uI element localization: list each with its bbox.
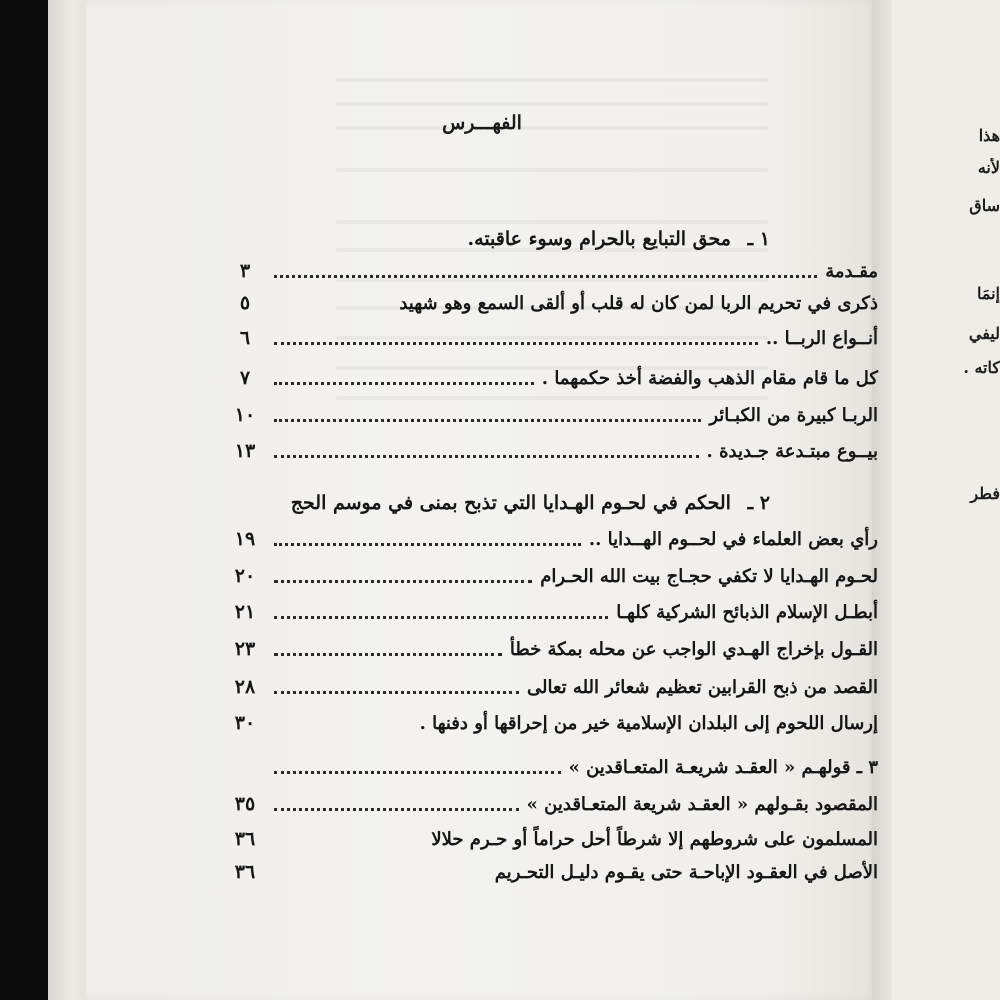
section-number: ١ ـ [747, 228, 770, 250]
entry-title: أنــواع الربــا .. [765, 327, 878, 349]
section-number: ٣ ـ [856, 756, 878, 778]
toc-entry[interactable] [228, 708, 878, 738]
entry-title: القصد من ذبح القرابين تعظيم شعائر الله تعالى [527, 676, 878, 698]
dot-leader [274, 726, 412, 730]
facing-page-text: إنمَا [976, 284, 1000, 303]
dot-leader [274, 454, 699, 458]
facing-page-text: هذا [978, 126, 1000, 145]
dot-leader [274, 306, 391, 310]
facing-page-text: ساق [969, 196, 1000, 215]
show-through-line [336, 220, 768, 224]
entry-title: المقصود بقـولهم « العقـد شريعة المتعـاقدين » [526, 793, 878, 815]
page-number: ٣٠ [234, 712, 256, 734]
dot-leader [274, 770, 561, 774]
dot-leader [274, 381, 534, 385]
page-number: ٣٥ [234, 793, 256, 815]
dot-leader [274, 875, 487, 879]
page-number: ٣٦ [234, 861, 256, 883]
toc-entry[interactable] [228, 634, 878, 664]
facing-page-text: فطر [970, 484, 1000, 503]
page-number: ٢٠ [234, 565, 256, 587]
dot-leader [274, 341, 758, 345]
section-heading [228, 752, 878, 782]
toc-entry[interactable] [228, 400, 878, 430]
show-through-line [336, 168, 768, 172]
page-number: ١٠ [234, 404, 256, 426]
entry-title: الربـا كبيرة من الكبـائر [709, 404, 878, 426]
entry-title: مقـدمة [825, 260, 878, 282]
show-through-line [336, 102, 768, 106]
previous-page-edge [48, 0, 88, 1000]
toc-entry[interactable] [228, 789, 878, 819]
dot-leader [274, 690, 519, 694]
toc-entry[interactable] [228, 524, 878, 554]
facing-page-text: ليفي [968, 324, 1000, 343]
dot-leader [274, 842, 423, 846]
page-number: ٢١ [234, 601, 256, 623]
dot-leader [274, 542, 581, 546]
page-number: ٧ [239, 367, 251, 389]
page-number: ٦ [239, 327, 251, 349]
toc-title: الفهـــرس [442, 112, 522, 134]
toc-entry[interactable] [228, 256, 878, 286]
entry-title: رأي بعض العلماء في لحــوم الهــدايا .. [588, 528, 878, 550]
section-title: قولهـم « العقـد شريعـة المتعـاقدين » [568, 756, 851, 778]
toc-entry[interactable] [228, 288, 878, 318]
page-number: ٢٨ [234, 676, 256, 698]
toc-entry[interactable] [228, 597, 878, 627]
dot-leader [274, 615, 608, 619]
page-number: ١٩ [234, 528, 256, 550]
entry-title: كل ما قام مقام الذهب والفضة أخذ حكمهما . [541, 367, 878, 389]
page-number: ٥ [239, 292, 251, 314]
facing-page-text: كاته . [963, 358, 1000, 377]
section-title: الحكم في لحـوم الهـدايا التي تذبح بمنى في موسم الحج [290, 492, 731, 514]
toc-entry[interactable] [228, 436, 878, 466]
dot-leader [274, 274, 817, 278]
entry-title: لحـوم الهـدايا لا تكفي حجـاج بيت الله الحـرام [540, 565, 878, 587]
page-number: ٣ [239, 260, 251, 282]
section-heading [250, 492, 770, 514]
facing-page [892, 0, 1000, 1000]
section-heading [300, 228, 770, 250]
page-number: ٣٦ [234, 828, 256, 850]
toc-entry[interactable] [228, 824, 878, 854]
entry-title: أبطـل الإسلام الذبائح الشركية كلهـا [616, 601, 878, 623]
toc-entry[interactable] [228, 672, 878, 702]
dot-leader [274, 652, 502, 656]
facing-page-text: لأنه [977, 158, 1000, 177]
entry-title: المسلمون على شروطهم إلا شرطاً أحل حراماً أو حـرم حلالا [431, 828, 878, 850]
entry-title: القـول بإخراج الهـدي الواجب عن محله بمكة خطأ [509, 638, 878, 660]
entry-title: الأصل في العقـود الإباحـة حتى يقـوم دليـل التحـريم [494, 861, 878, 883]
section-number: ٢ ـ [747, 492, 770, 514]
dot-leader [274, 579, 532, 583]
page-number: ٢٣ [234, 638, 256, 660]
toc-entry[interactable] [228, 561, 878, 591]
section-title: محق التبايع بالحرام وسوء عاقبته. [467, 228, 731, 250]
toc-entry[interactable] [228, 857, 878, 887]
dot-leader [274, 807, 519, 811]
section-heading-text [569, 757, 878, 778]
dot-leader [274, 418, 701, 422]
entry-title: ذكرى في تحريم الربا لمن كان له قلب أو ألقى السمع وهو شهيد [399, 292, 878, 314]
toc-entry[interactable] [228, 323, 878, 353]
page-number: ١٣ [234, 440, 256, 462]
toc-entry[interactable] [228, 363, 878, 393]
show-through-line [336, 78, 768, 82]
entry-title: بيــوع مبتـدعة جـديدة . [706, 440, 878, 462]
entry-title: إرسال اللحوم إلى البلدان الإسلامية خير من إحراقها أو دفنها . [419, 712, 878, 734]
